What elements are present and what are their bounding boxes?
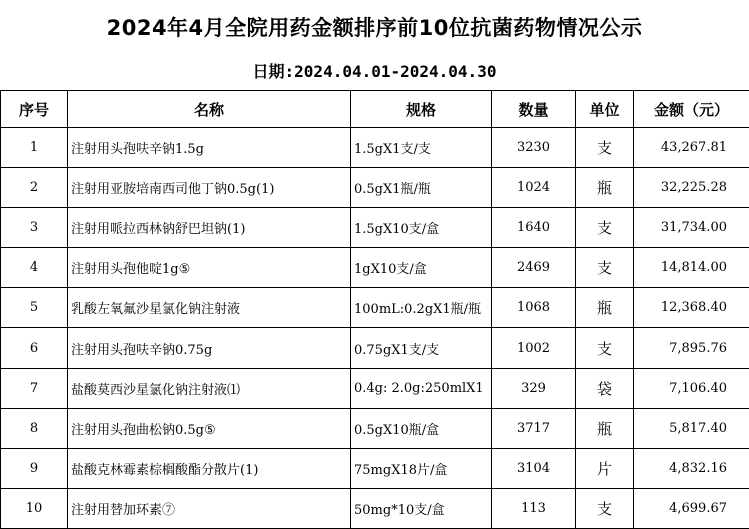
header-amount: 金额（元） — [634, 91, 749, 128]
row-seq: 2 — [1, 168, 68, 208]
antibiotic-ranking-table — [0, 90, 749, 529]
row-amount: 12,368.40 — [634, 288, 749, 328]
header-unit: 单位 — [576, 91, 634, 128]
row-seq: 8 — [1, 408, 68, 448]
table-row — [1, 288, 749, 328]
row-spec: 100mL:0.2gX1瓶/瓶 — [351, 288, 492, 328]
table-row — [1, 448, 749, 488]
row-unit: 支 — [576, 488, 634, 528]
row-amount: 31,734.00 — [634, 208, 749, 248]
row-seq: 1 — [1, 128, 68, 168]
header-seq: 序号 — [1, 91, 68, 128]
row-amount: 4,699.67 — [634, 488, 749, 528]
table-row — [1, 408, 749, 448]
row-seq: 5 — [1, 288, 68, 328]
header-row — [1, 91, 749, 128]
table-row — [1, 248, 749, 288]
row-qty: 1002 — [492, 328, 576, 368]
row-name: 注射用亚胺培南西司他丁钠0.5g(1) — [68, 168, 351, 208]
row-qty: 113 — [492, 488, 576, 528]
row-name: 注射用哌拉西林钠舒巴坦钠(1) — [68, 208, 351, 248]
row-spec: 0.5gX1瓶/瓶 — [351, 168, 492, 208]
row-unit: 支 — [576, 128, 634, 168]
row-seq: 9 — [1, 448, 68, 488]
row-spec: 0.5gX10瓶/盒 — [351, 408, 492, 448]
row-amount: 4,832.16 — [634, 448, 749, 488]
row-unit: 支 — [576, 328, 634, 368]
row-seq: 10 — [1, 488, 68, 528]
row-spec: 1.5gX10支/盒 — [351, 208, 492, 248]
row-name: 注射用替加环素⑦ — [68, 488, 351, 528]
row-unit: 瓶 — [576, 288, 634, 328]
row-name: 盐酸克林霉素棕榈酸酯分散片(1) — [68, 448, 351, 488]
header-name: 名称 — [68, 91, 351, 128]
row-qty: 3104 — [492, 448, 576, 488]
row-spec: 1.5gX1支/支 — [351, 128, 492, 168]
row-qty: 3230 — [492, 128, 576, 168]
page-title: 2024年4月全院用药金额排序前10位抗菌药物情况公示 — [106, 16, 643, 40]
table-row — [1, 168, 749, 208]
row-name: 乳酸左氧氟沙星氯化钠注射液 — [68, 288, 351, 328]
row-spec: 1gX10支/盒 — [351, 248, 492, 288]
row-name: 注射用头孢呋辛钠1.5g — [68, 128, 351, 168]
row-unit: 支 — [576, 248, 634, 288]
row-unit: 支 — [576, 208, 634, 248]
row-spec: 0.4g: 2.0g:250mlX1 — [351, 368, 492, 408]
row-qty: 1640 — [492, 208, 576, 248]
header-spec: 规格 — [351, 91, 492, 128]
row-amount: 14,814.00 — [634, 248, 749, 288]
row-amount: 5,817.40 — [634, 408, 749, 448]
row-spec: 0.75gX1支/支 — [351, 328, 492, 368]
row-unit: 瓶 — [576, 168, 634, 208]
row-amount: 7,895.76 — [634, 328, 749, 368]
table-row — [1, 368, 749, 408]
row-name: 注射用头孢呋辛钠0.75g — [68, 328, 351, 368]
row-spec: 75mgX18片/盒 — [351, 448, 492, 488]
row-amount: 7,106.40 — [634, 368, 749, 408]
row-amount: 32,225.28 — [634, 168, 749, 208]
row-qty: 329 — [492, 368, 576, 408]
row-name: 盐酸莫西沙星氯化钠注射液⑴ — [68, 368, 351, 408]
table-row — [1, 328, 749, 368]
row-qty: 1024 — [492, 168, 576, 208]
row-amount: 43,267.81 — [634, 128, 749, 168]
row-unit: 瓶 — [576, 408, 634, 448]
table-row — [1, 208, 749, 248]
table-row — [1, 128, 749, 168]
row-qty: 3717 — [492, 408, 576, 448]
header-qty: 数量 — [492, 91, 576, 128]
row-seq: 3 — [1, 208, 68, 248]
row-seq: 6 — [1, 328, 68, 368]
row-spec: 50mg*10支/盒 — [351, 488, 492, 528]
row-seq: 7 — [1, 368, 68, 408]
row-unit: 片 — [576, 448, 634, 488]
date-range: 日期:2024.04.01-2024.04.30 — [252, 62, 497, 81]
row-name: 注射用头孢他啶1g⑤ — [68, 248, 351, 288]
row-unit: 袋 — [576, 368, 634, 408]
row-seq: 4 — [1, 248, 68, 288]
row-qty: 1068 — [492, 288, 576, 328]
row-qty: 2469 — [492, 248, 576, 288]
row-name: 注射用头孢曲松钠0.5g⑤ — [68, 408, 351, 448]
table-row — [1, 488, 749, 528]
